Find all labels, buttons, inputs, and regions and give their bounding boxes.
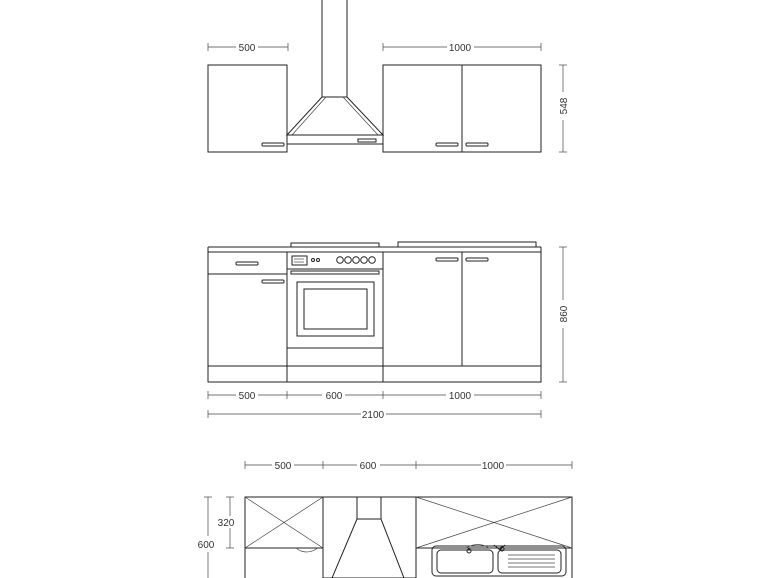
plan-cabinet-right (416, 497, 572, 578)
base-dim-right-label: 1000 (448, 391, 472, 402)
oven-knobs (337, 257, 376, 264)
plan-dim-left-label: 500 (274, 461, 292, 472)
base-cabinet-left (208, 252, 287, 366)
oven-unit (287, 252, 383, 366)
base-units-elevation (208, 242, 570, 421)
hob-front (291, 243, 379, 247)
plan-dim-right-label: 1000 (481, 461, 505, 472)
wall-dimension-right (383, 43, 541, 54)
plan-cabinet-left (245, 497, 323, 578)
plan-dimensions-row (245, 461, 572, 472)
oven-display (292, 256, 307, 265)
wall-units-elevation (208, 0, 570, 152)
base-cabinet-right (383, 252, 541, 366)
base-dim-total-label: 2100 (361, 410, 385, 421)
base-dimension-height (559, 247, 570, 382)
oven-window (304, 289, 367, 329)
wall-dim-right-label: 1000 (448, 43, 472, 54)
plan-view (198, 461, 572, 578)
wall-dimension-height (559, 65, 570, 152)
base-dim-height-label: 860 (559, 305, 570, 323)
plan-sink (432, 545, 566, 577)
plan-dim-mid-label: 600 (359, 461, 377, 472)
plan-hood (323, 497, 416, 578)
wall-dim-left-label: 500 (238, 43, 256, 54)
extractor-hood-front (287, 0, 383, 144)
base-dimension-total (208, 410, 541, 421)
plan-dim-base-depth-label: 600 (197, 540, 215, 551)
sink-rim-front (398, 242, 536, 247)
plan-dim-wall-depth-label: 320 (217, 518, 235, 529)
base-dimensions-row (208, 391, 541, 402)
wall-cabinet-right (383, 65, 541, 152)
plan-depth-dimensions (198, 497, 235, 578)
wall-cabinet-left (208, 65, 287, 152)
wall-dim-height-label: 548 (559, 97, 570, 115)
base-dim-mid-label: 600 (325, 391, 343, 402)
base-dim-left-label: 500 (238, 391, 256, 402)
wall-dimension-left (208, 43, 288, 54)
plinth (208, 366, 541, 382)
